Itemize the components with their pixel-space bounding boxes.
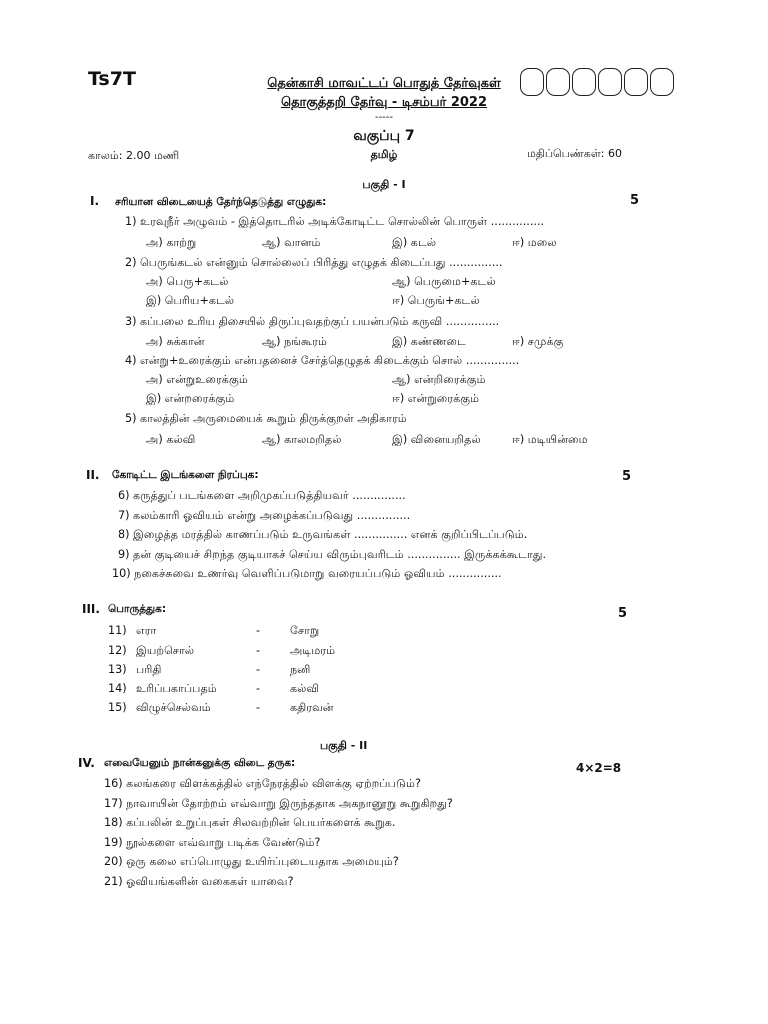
option: இ) வினையறிதல் [392, 433, 481, 446]
option: இ) என்றரைக்கும் [146, 392, 235, 405]
option: ஆ) பெருமை+கடல் [392, 275, 496, 288]
match-right: சோறு [290, 624, 320, 637]
section-number: I. [90, 194, 100, 208]
class-label: வகுப்பு 7 [353, 128, 415, 144]
option: அ) சுக்கான் [146, 335, 205, 348]
option: இ) பெரிய+கடல் [146, 294, 235, 307]
question-5: 5) காலத்தின் அருமையைக் கூறும் திருக்குறள் அதிகாரம் [125, 412, 407, 425]
match-dash: - [256, 701, 261, 714]
question-21: 21) ஓவியங்களின் வகைகள் யாவை? [104, 875, 294, 888]
option: ஈ) மலை [512, 236, 557, 249]
time-label: காலம்: 2.00 மணி [88, 149, 180, 162]
question-8: 8) இழைத்த மரத்தில் காணப்படும் உருவங்கள் ............... எனக் குறிப்பிடப்படும். [118, 528, 528, 541]
section-heading: கோடிட்ட இடங்களை நிரப்புக: [112, 469, 259, 481]
part-title: பகுதி - II [320, 739, 368, 752]
section-heading: சரியான விடையைத் தேர்ந்தெடுத்து எழுதுக: [115, 196, 327, 208]
match-number: 14) [108, 682, 127, 695]
part-title: பகுதி - I [362, 178, 406, 191]
option: அ) காற்று [146, 236, 197, 249]
option: ஈ) சமுக்கு [512, 335, 564, 348]
question-10: 10) நகைச்சுவை உணர்வு வெளிப்படுமாறு வரையப்படும் ஓவியம் ............... [112, 567, 502, 580]
match-dash: - [256, 663, 261, 676]
option: ஆ) என்றிரைக்கும் [392, 373, 486, 386]
match-dash: - [256, 624, 261, 637]
total-marks: மதிப்பெண்கள்: 60 [527, 147, 622, 160]
section-marks: 5 [630, 193, 640, 208]
section-number: IV. [78, 756, 95, 770]
subject-label: தமிழ் [370, 148, 398, 161]
option: ஈ) என்றுரைக்கும் [392, 392, 480, 405]
option: ஆ) காலமறிதல் [262, 433, 342, 446]
question-4: 4) என்று+உரைக்கும் என்பதனைச் சேர்த்தெழுதக் கிடைக்கும் சொல் ............... [125, 354, 520, 367]
exam-name: தொகுத்தறி தேர்வு - டிசம்பர் 2022 [280, 95, 488, 110]
question-20: 20) ஒரு கலை எப்பொழுது உயிர்ப்புடையதாக அமையும்? [104, 855, 399, 868]
paper-code: Ts7T [88, 68, 136, 90]
question-19: 19) நூல்களை எவ்வாறு படிக்க வேண்டும்? [104, 836, 321, 849]
section-heading: எவையேனும் நான்கனுக்கு விடை தருக: [104, 757, 296, 769]
register-box [650, 68, 674, 96]
question-2: 2) பெருங்கடல் என்னும் சொல்லைப் பிரித்து எழுதக் கிடைப்பது ............... [125, 256, 503, 269]
match-left: உரிப்பகாப்பதம் [136, 682, 217, 695]
section-marks: 5 [618, 606, 628, 621]
match-number: 15) [108, 701, 127, 714]
option: இ) கண்ணடை [392, 335, 466, 348]
option: அ) என்றுஉரைக்கும் [146, 373, 248, 386]
match-left: எரா [136, 624, 157, 637]
section-marks: 5 [622, 469, 632, 484]
section-heading: பொருத்துக: [108, 603, 167, 615]
option: ஈ) பெருங்+கடல் [392, 294, 480, 307]
question-18: 18) கப்பலின் உறுப்புகள் சிலவற்றின் பெயர்களைக் கூறுக. [104, 816, 396, 829]
match-right: நனி [290, 663, 311, 676]
match-dash: - [256, 682, 261, 695]
option: ஆ) நங்கூரம் [262, 335, 328, 348]
match-number: 12) [108, 644, 127, 657]
match-right: கல்வி [290, 682, 320, 695]
question-1: 1) உரவுநீர் அழுவம் - இத்தொடரில் அடிக்கோடிட்ட சொல்லின் பொருள் ............... [125, 215, 545, 228]
match-dash: - [256, 644, 261, 657]
header-dashes: ----- [374, 112, 394, 123]
match-number: 13) [108, 663, 127, 676]
match-number: 11) [108, 624, 127, 637]
option: இ) கடல் [392, 236, 437, 249]
register-box [572, 68, 596, 96]
match-right: அடிமரம் [290, 644, 336, 657]
section-number: III. [82, 602, 100, 616]
register-box [520, 68, 544, 96]
section-marks: 4×2=8 [576, 761, 622, 775]
match-left: பரிதி [136, 663, 162, 676]
section-number: II. [86, 468, 100, 482]
exam-authority: தென்காசி மாவட்டப் பொதுத் தேர்வுகள் [267, 76, 501, 91]
question-3: 3) கப்பலை உரிய திசையில் திருப்புவதற்குப் பயன்படும் கருவி ............... [125, 315, 500, 328]
register-box [546, 68, 570, 96]
option: ஈ) மடியின்மை [512, 433, 588, 446]
question-9: 9) தன் குடியைச் சிறந்த குடியாகச் செய்ய விரும்புவரிடம் ............... இருக்கக்கூடாது. [118, 548, 547, 561]
question-16: 16) கலங்கரை விளக்கத்தில் எந்நேரத்தில் விளக்கு ஏற்றப்படும்? [104, 777, 421, 790]
option: ஆ) வானம் [262, 236, 321, 249]
register-box [624, 68, 648, 96]
match-left: விழுச்செல்வம் [136, 701, 211, 714]
option: அ) பெரு+கடல் [146, 275, 229, 288]
register-number-boxes [520, 68, 674, 96]
question-7: 7) கலம்காரி ஓவியம் என்று அழைக்கப்படுவது ............... [118, 509, 411, 522]
question-6: 6) கருத்துப் படங்களை அறிமுகப்படுத்தியவர் ............... [118, 489, 406, 502]
match-right: கதிரவன் [290, 701, 334, 714]
match-left: இயற்சொல் [136, 644, 195, 657]
question-17: 17) நாவாயின் தோற்றம் எவ்வாறு இருந்ததாக அகநானூறு கூறுகிறது? [104, 797, 453, 810]
register-box [598, 68, 622, 96]
option: அ) கல்வி [146, 433, 196, 446]
